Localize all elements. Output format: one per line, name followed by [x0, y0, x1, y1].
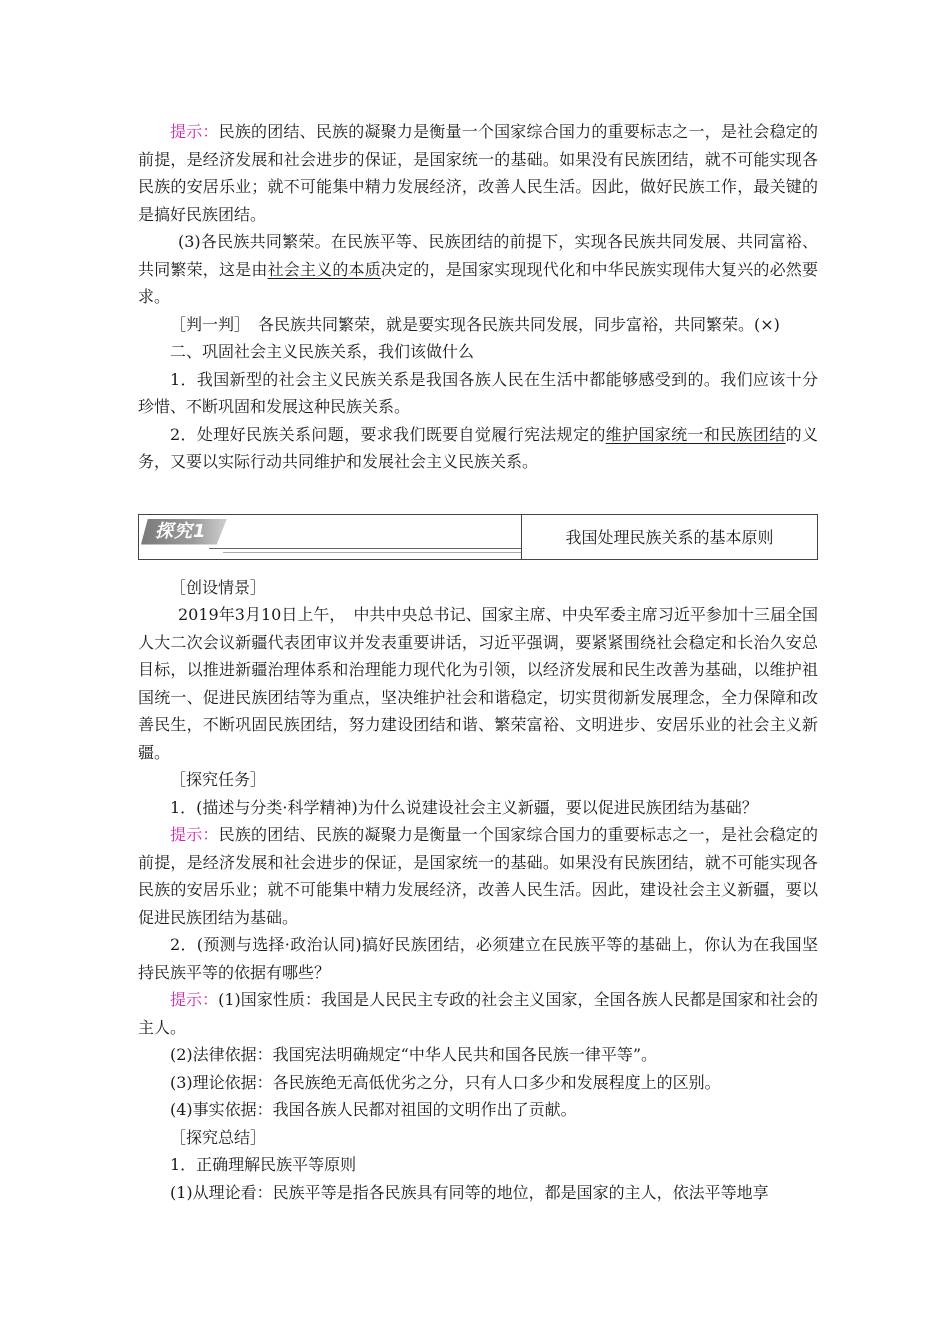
question-2: 2．(预测与选择·政治认同)搞好民族团结，必须建立在民族平等的基础上，你认为在我国坚持民族平等的依据有哪些？	[138, 935, 818, 982]
banner-rule-secondary	[223, 552, 521, 553]
summary-label: ［探究总结］	[170, 1127, 267, 1147]
document-page	[138, 118, 818, 1206]
tip-label: 提示：	[170, 825, 219, 844]
tip-paragraph-2	[138, 821, 818, 931]
text-run: 的义务，又要以实际行动共同维护和发展社会主义民族关系。	[138, 424, 818, 471]
banner-tag-area	[139, 515, 522, 559]
underlined-term: 社会主义的本质	[267, 259, 381, 279]
tip-label: 提示：	[170, 990, 219, 1009]
text-run: 决定的，是国家实现现代化和中华民族实现伟大复兴的必然要求。	[138, 259, 818, 306]
section-heading-2: 二、巩固社会主义民族关系，我们该做什么	[170, 342, 475, 361]
spacer	[138, 476, 818, 514]
explore-banner	[138, 514, 818, 560]
paragraph-3	[138, 228, 818, 311]
tip-text: 民族的团结、民族的凝聚力是衡量一个国家综合国力的重要标志之一，是社会稳定的前提，是经济发展和社会进步的保证，是国家统一的基础。如果没有民族团结，就不可能实现各民族的安居乐业；就不可能集中精力发展经济，改善人民生活。因此，建设社会主义新疆，要以促进民族团结为基础。	[138, 825, 818, 927]
question-1: 1．(描述与分类·科学精神)为什么说建设社会主义新疆，要以促进民族团结为基础？	[170, 797, 758, 817]
banner-title: 我国处理民族关系的基本原则	[565, 528, 774, 547]
answer-4: (4)事实依据：我国各族人民都对祖国的文明作出了贡献。	[170, 1100, 577, 1119]
task-label: ［探究任务］	[170, 770, 267, 789]
answer-2: (2)法律依据：我国宪法明确规定“中华人民共和国各民族一律平等”。	[170, 1045, 658, 1064]
judge-item: ［判一判］ 各民族共同繁荣，就是要实现各民族共同发展，同步富裕，共同繁荣。(×)	[170, 314, 780, 334]
summary-item-1-1: (1)从理论看：民族平等是指各民族具有同等的地位，都是国家的主人，依法平等地享	[170, 1182, 769, 1202]
tip-paragraph-1	[138, 118, 818, 228]
summary-item-1: 1．正确理解民族平等原则	[170, 1155, 357, 1174]
underlined-term: 维护国家统一和民族团结	[605, 424, 786, 444]
text-run: 2．处理好民族关系问题，要求我们既要自觉履行宪法规定的	[170, 424, 606, 444]
banner-rule	[209, 548, 521, 549]
banner-tag-label: 探究1	[155, 520, 207, 542]
text-run: (3)各民族共同繁荣。在民族平等、民族团结的前提下，实现各民族共同发展、共同富裕、共同繁荣，这是由	[138, 232, 818, 279]
list-item-2	[138, 421, 818, 476]
scenario-label: ［创设情景］	[170, 577, 267, 597]
scenario-text: 2019年3月10日上午， 中共中央总书记、国家主席、中央军委主席习近平参加十三届全国人大二次会议新疆代表团审议并发表重要讲话，习近平强调，要紧紧围绕社会稳定和长治久安总目标，以推进新疆治理体系和治理能力现代化为引领，以经济发展和民生改善为基础，以维护祖国统一、促进民族团结等为重点，坚决维护社会和谐稳定，切实贯彻新发展理念，全力保障和改善民生，不断巩固民族团结，努力建设团结和谐、繁荣富裕、文明进步、安居乐业的社会主义新疆。	[138, 605, 818, 762]
tip-paragraph-3	[138, 986, 818, 1041]
tip-text: 民族的团结、民族的凝聚力是衡量一个国家综合国力的重要标志之一，是社会稳定的前提，是经济发展和社会进步的保证，是国家统一的基础。如果没有民族团结，就不可能实现各民族的安居乐业；就不可能集中精力发展经济，改善人民生活。因此，做好民族工作，最关键的是搞好民族团结。	[138, 122, 818, 224]
list-item-1: 1．我国新型的社会主义民族关系是我国各族人民在生活中都能够感受到的。我们应该十分珍惜、不断巩固和发展这种民族关系。	[138, 369, 818, 416]
answer-3: (3)理论依据：各民族绝无高低优劣之分，只有人口多少和发展程度上的区别。	[170, 1072, 721, 1092]
tip-text: (1)国家性质：我国是人民民主专政的社会主义国家，全国各族人民都是国家和社会的主人。	[138, 990, 818, 1037]
tip-label: 提示：	[170, 122, 219, 141]
